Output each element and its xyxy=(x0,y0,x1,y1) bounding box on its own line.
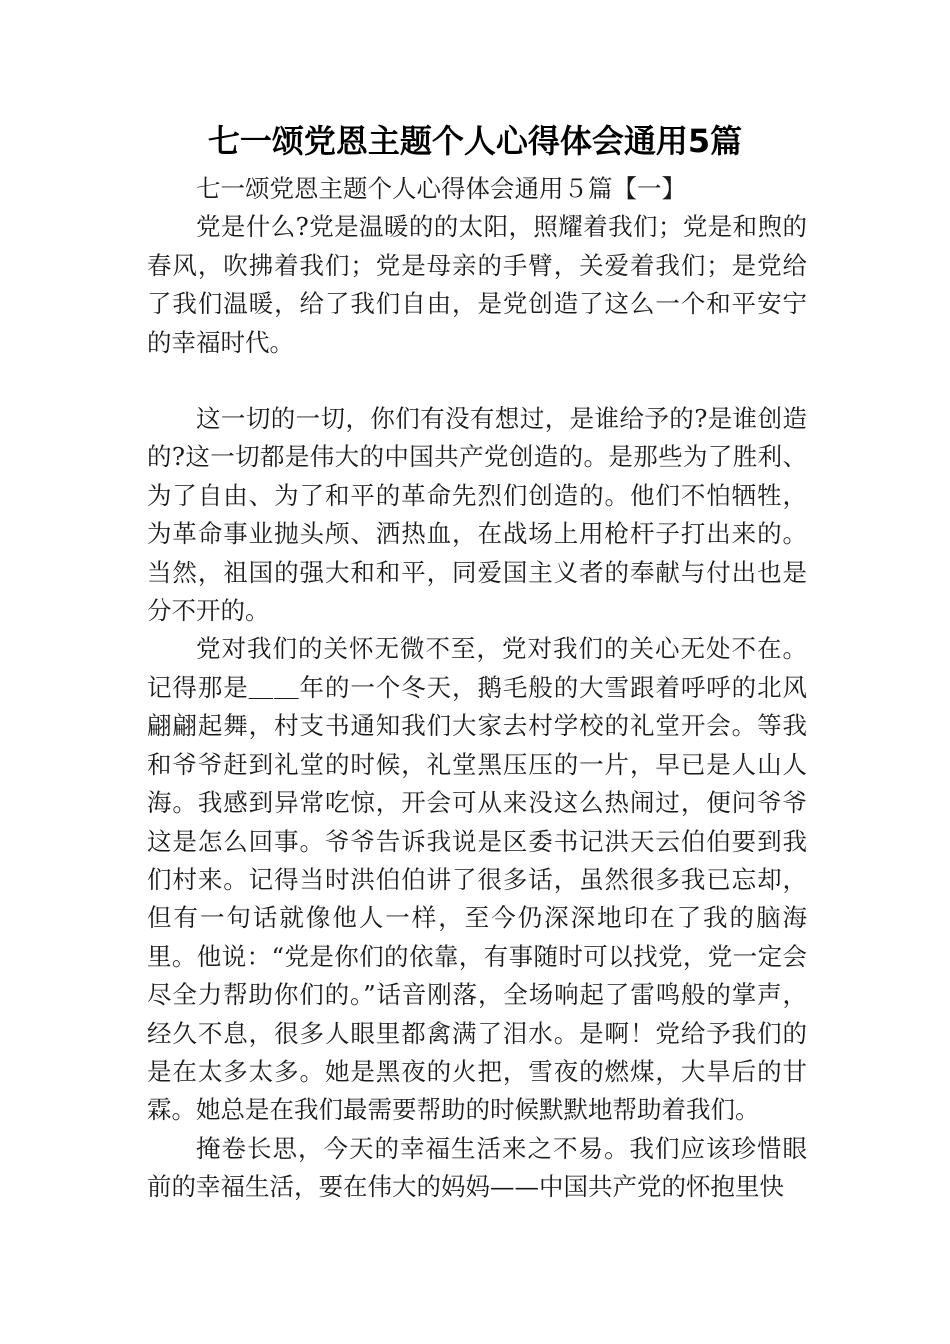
paragraph: 这一切的一切，你们有没有想过，是谁给予的?是谁创造的?这一切都是伟大的中国共产党创造的。是那些为了胜利、为了自由、为了和平的革命先烈们创造的。他们不怕牺牲，为革命事业抛头颅、洒热血，在战场上用枪杆子打出来的。当然，祖国的强大和和平，同爱国主义者的奉献与付出也是分不开的。 xyxy=(147,404,807,626)
section-heading: 七一颂党恩主题个人心得体会通用５篇【一】 xyxy=(196,174,686,203)
paragraph: 党对我们的关怀无微不至，党对我们的关心无处不在。记得那是＿＿年的一个冬天，鹅毛般的大雪跟着呼呼的北风翩翩起舞，村支书通知我们大家去村学校的礼堂开会。等我和爷爷赶到礼堂的时候，礼堂黑压压的一片，早已是人山人海。我感到异常吃惊，开会可从来没这么热闹过，便问爷爷这是怎么回事。爷爷告诉我说是区委书记洪天云伯伯要到我们村来。记得当时洪伯伯讲了很多话，虽然很多我已忘却，但有一句话就像他人一样，至今仍深深地印在了我的脑海里。他说：“党是你们的依靠，有事随时可以找党，党一定会尽全力帮助你们的。”话音刚落，全场响起了雷鸣般的掌声，经久不息，很多人眼里都禽满了泪水。是啊！党给予我们的是在太多太多。她是黑夜的火把，雪夜的燃煤，大旱后的甘霖。她总是在我们最需要帮助的时候默默地帮助着我们。 xyxy=(147,634,807,1125)
document-title: 七一颂党恩主题个人心得体会通用5篇 xyxy=(207,122,743,160)
paragraph: 掩卷长思，今天的幸福生活来之不易。我们应该珍惜眼前的幸福生活，要在伟大的妈妈——中国共产党的怀抱里快 xyxy=(147,1133,807,1202)
paragraph: 党是什么?党是温暖的的太阳，照耀着我们；党是和煦的春风，吹拂着我们；党是母亲的手臂，关爱着我们；是党给了我们温暖，给了我们自由，是党创造了这么一个和平安宁的幸福时代。 xyxy=(147,212,807,357)
document-body xyxy=(147,170,807,1207)
